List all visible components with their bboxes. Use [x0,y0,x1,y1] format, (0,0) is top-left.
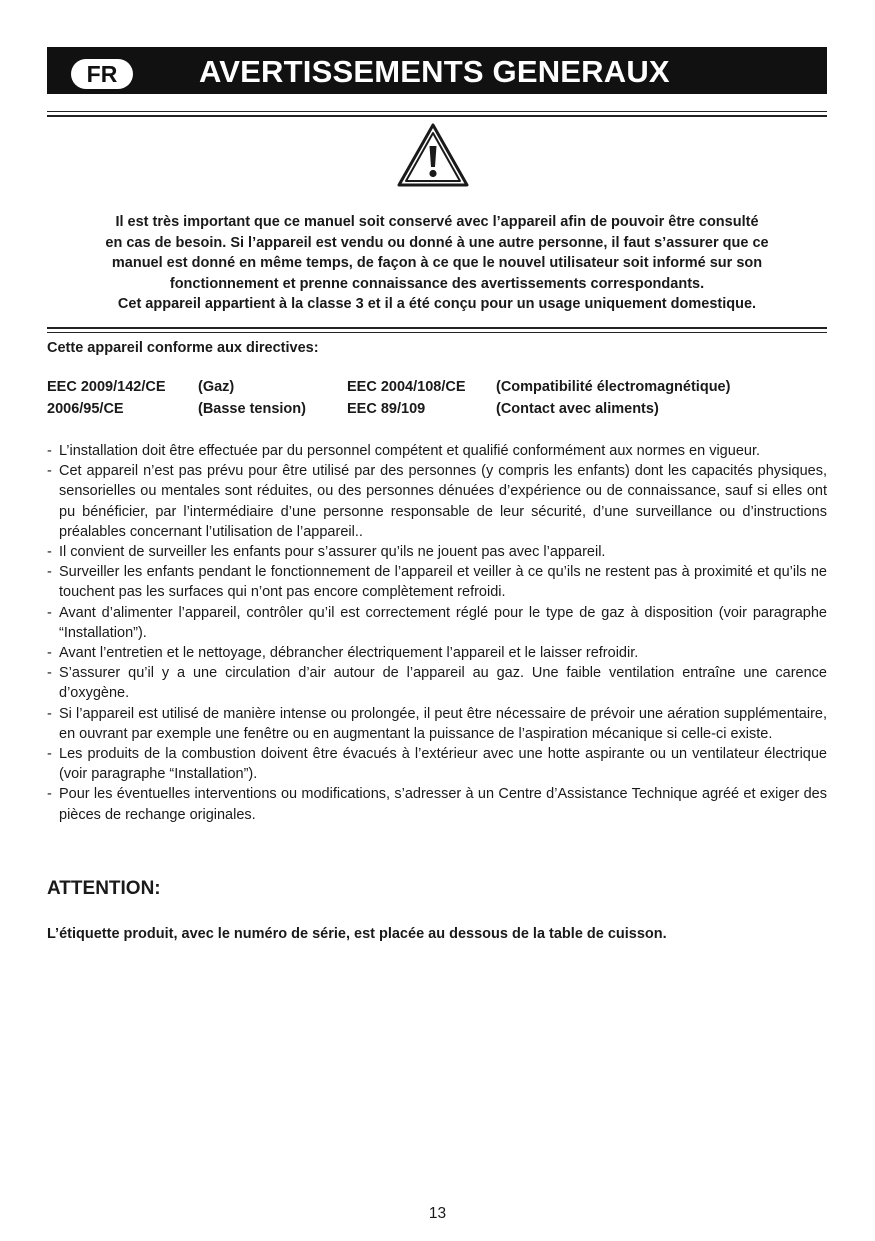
directive-description: (Contact avec aliments) [496,401,659,417]
language-badge: FR [71,59,133,89]
divider [47,327,827,329]
warning-item: - Avant d’alimenter l’appareil, contrôler qu’il est correctement réglé pour le type de gaz à disposition (voir paragraphe “Installation”). [47,603,827,643]
intro-line: fonctionnement et prenne connaissance des avertissements correspondants. [169,275,705,292]
page-number: 13 [428,1205,447,1222]
directive-description: (Basse tension) [198,401,306,417]
divider [47,115,827,117]
intro-notice [47,212,827,315]
intro-line: Il est très important que ce manuel soit conservé avec l’appareil afin de pouvoir être consulté [115,214,759,230]
directive-code: EEC 2004/108/CE [347,379,466,395]
directive-code: EEC 2009/142/CE [47,379,166,395]
warning-item: - Pour les éventuelles interventions ou modifications, s’adresser à un Centre d’Assistance Technique agréé et exiger des pièces de rechange originales. [47,784,827,824]
warning-item: - Avant l’entretien et le nettoyage, débrancher électriquement l’appareil et le laisser refroidir. [47,643,827,663]
warning-item: - S’assurer qu’il y a une circulation d’air autour de l’appareil au gaz. Une faible ventilation entraîne une carence d’oxygène. [47,663,827,703]
page-title: AVERTISSEMENTS GENERAUX [199,54,670,89]
directive-code: 2006/95/CE [47,401,124,417]
warning-item: - Les produits de la combustion doivent être évacués à l’extérieur avec une hotte aspirante ou un ventilateur électrique (voir paragraphe “Installation”). [47,744,827,784]
warning-item: - Il convient de surveiller les enfants pour s’assurer qu’ils ne jouent pas avec l’appareil. [47,542,827,562]
intro-line: Cet appareil appartient à la classe 3 et il a été conçu pour un usage uniquement domestique. [117,296,757,313]
product-label-note: L’étiquette produit, avec le numéro de série, est placée au dessous de la table de cuisson. [47,926,667,942]
directive-code: EEC 89/109 [347,401,426,417]
warning-item: - Si l’appareil est utilisé de manière intense ou prolongée, il peut être nécessaire de prévoir une aération supplémentaire, en ouvrant par exemple une fenêtre ou en augmentant la puissance de l’aspiration mécanique si celle-ci existe. [47,704,827,744]
directives-title: Cette appareil conforme aux directives: [47,340,319,356]
intro-line: en cas de besoin. Si l’appareil est vendu ou donné à une autre personne, il faut s’assurer que ce [105,234,769,251]
warning-triangle-icon [396,122,470,188]
directive-description: (Compatibilité électromagnétique) [496,379,731,395]
warning-item: - Surveiller les enfants pendant le fonctionnement de l’appareil et veiller à ce qu’ils ne restent pas à proximité et qu’ils ne touchent pas les surfaces qui n’ont pas encore complètement refroidi. [47,562,827,602]
warnings-list [47,441,827,825]
attention-heading: ATTENTION: [47,878,161,899]
warning-item: - Cet appareil n’est pas prévu pour être utilisé par des personnes (y compris les enfants) dont les capacités physiques, sensorielles ou mentales sont réduites, ou des personnes dénuées d’expérience ou de connaissance, sauf si elles ont pu bénéficier, par l’intermédiaire d’une personne responsable de leur sécurité, d’une surveillance ou d’instructions préalables concernant l’utilisation de l’appareil.. [47,461,827,542]
divider [47,332,827,333]
divider [47,111,827,112]
directive-description: (Gaz) [198,379,235,395]
warning-item: - L’installation doit être effectuée par du personnel compétent et qualifié conformément aux normes en vigueur. [47,441,827,461]
page-header [47,47,827,94]
intro-line: manuel est donné en même temps, de façon à ce que le nouvel utilisateur soit informé sur son [111,255,763,272]
